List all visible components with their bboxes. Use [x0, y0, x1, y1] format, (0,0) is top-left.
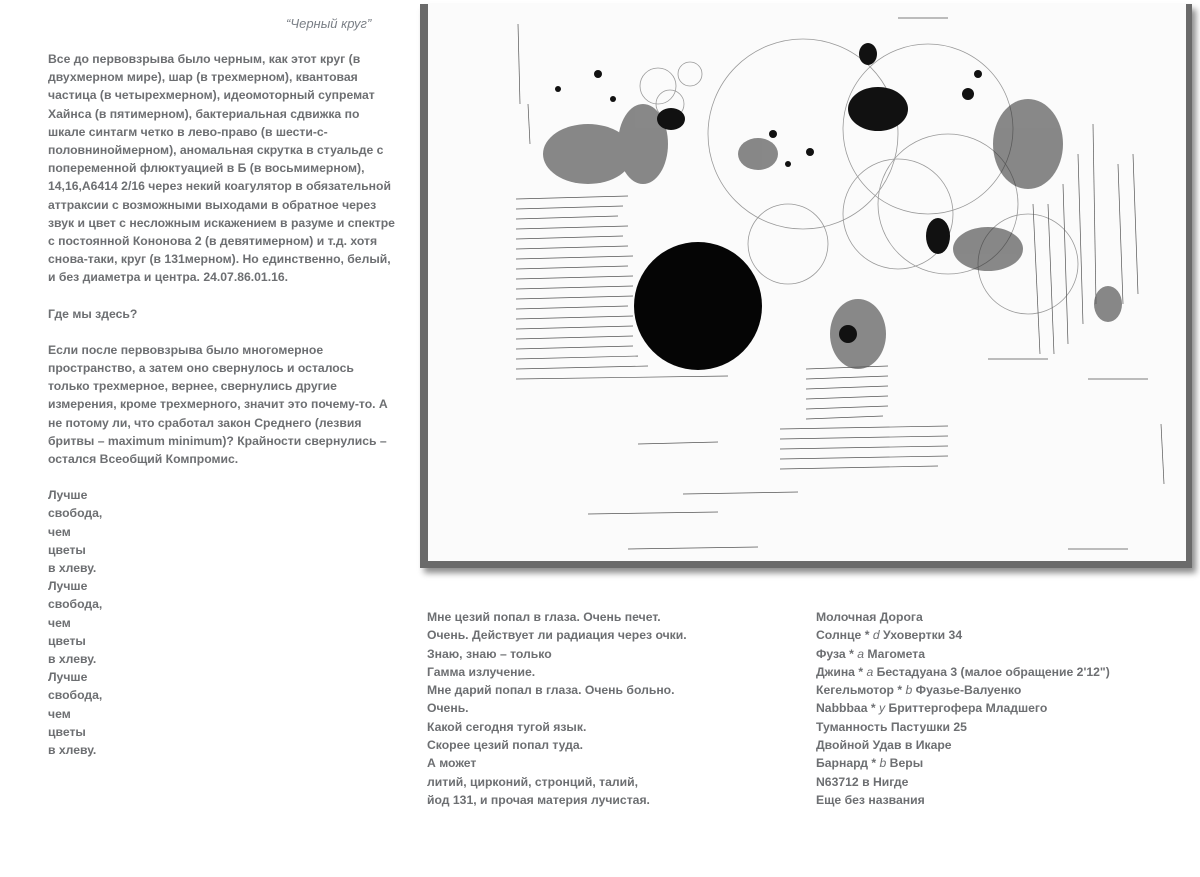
star-list-item: Фуза * a Магомета — [816, 646, 926, 661]
question-paragraph: Где мы здесь? — [48, 306, 138, 321]
text-line: Очень. — [427, 701, 469, 716]
poem-line: Лучше — [48, 488, 88, 503]
star-list-item: Туманность Пастушки 25 — [816, 719, 967, 734]
star-list-item: Молочная Дорога — [816, 610, 923, 624]
star-list-item: Барнард * b Веры — [816, 756, 924, 771]
star-list-item: Кегельмотор * b Фуазье-Валуенко — [816, 683, 1022, 698]
text-line: Очень. Действует ли радиация через очки. — [427, 628, 687, 643]
poem-line: чем — [48, 524, 71, 539]
star-list — [816, 608, 1196, 809]
star-list-item: Джина * a Бестадуана 3 (малое обращение 2'12") — [816, 664, 1110, 679]
star-list-item: Двойной Удав в Икаре — [816, 738, 952, 753]
poem-line: чем — [48, 615, 71, 630]
star-list-item: Nabbbaa * y Бриттергофера Младшего — [816, 701, 1048, 716]
text-line: Мне дарий попал в глаза. Очень больно. — [427, 683, 675, 698]
poem-line: цветы — [48, 633, 86, 648]
star-list-item: Еще без названия — [816, 792, 925, 807]
poem-line: свобода, — [48, 688, 103, 703]
text-line: Мне цезий попал в глаза. Очень печет. — [427, 610, 661, 624]
text-line: литий, цирконий, стронций, талий, — [427, 774, 638, 789]
poem-line: цветы — [48, 724, 86, 739]
text-line: Знаю, знаю – только — [427, 646, 552, 661]
artwork-image — [428, 4, 1186, 561]
text-line: А может — [427, 756, 477, 771]
poem-line: свобода, — [48, 506, 103, 521]
poem-line: Лучше — [48, 579, 88, 594]
poem-line: в хлеву. — [48, 561, 97, 576]
text-line: Какой сегодня тугой язык. — [427, 719, 587, 734]
middle-column — [427, 608, 787, 809]
star-list-item: N63712 в Нигде — [816, 774, 909, 789]
text-line: Гамма излучение. — [427, 664, 536, 679]
text-line: Скорее цезий попал туда. — [427, 738, 583, 753]
intro-paragraph: Все до первовзрыва было черным, как этот круг (в двухмерном мире), шар (в трехмерном), квантовая частица (в четырехмерном), идеомоторный супремат Хайнса (в пятимерном), бактериальная сдвижка по шкале синтагм четко в лево-право (в шести-с-половниноймерном), аномальная скрутка в стуальде с попеременной флюктуацией в Б (в восьмимерном), 14,16,А6414 2/16 через некий коагулятор в обязательной аттраксии с возможными выходами в обратное через звук и цвет с несложным искажением в разуме и спектре с постоянной Кононова 2 (в девятимерном) и т.д. хотя снова-таки, круг (в 131мерном). Но единственно, белый, и без диаметра и центра. 24.07.86.01.16. — [48, 52, 395, 285]
poem-line: свобода, — [48, 597, 103, 612]
text-line: йод 131, и прочая материя лучистая. — [427, 792, 650, 807]
reflection-paragraph: Если после первовзрыва было многомерное пространство, а затем оно свернулось и осталось только трехмерное, вернее, свернулись другие измерения, кроме трехмерного, значит это почему-то. А не потому ли, что сработал закон Среднего (лезвия бритвы – maximum minimum)? Крайности свернулись – остался Всеобщий Компромис. — [48, 342, 388, 467]
left-column — [48, 50, 398, 759]
poem-line: в хлеву. — [48, 651, 97, 666]
poem-line: в хлеву. — [48, 742, 97, 757]
poem-line: чем — [48, 706, 71, 721]
artwork-title: “Черный круг” — [286, 16, 372, 31]
poem — [48, 486, 398, 759]
star-list-item: Солнце * d Уховертки 34 — [816, 628, 963, 643]
ink-drawing — [428, 4, 1186, 561]
artwork-frame — [420, 4, 1192, 568]
poem-line: цветы — [48, 542, 86, 557]
poem-line: Лучше — [48, 670, 88, 685]
